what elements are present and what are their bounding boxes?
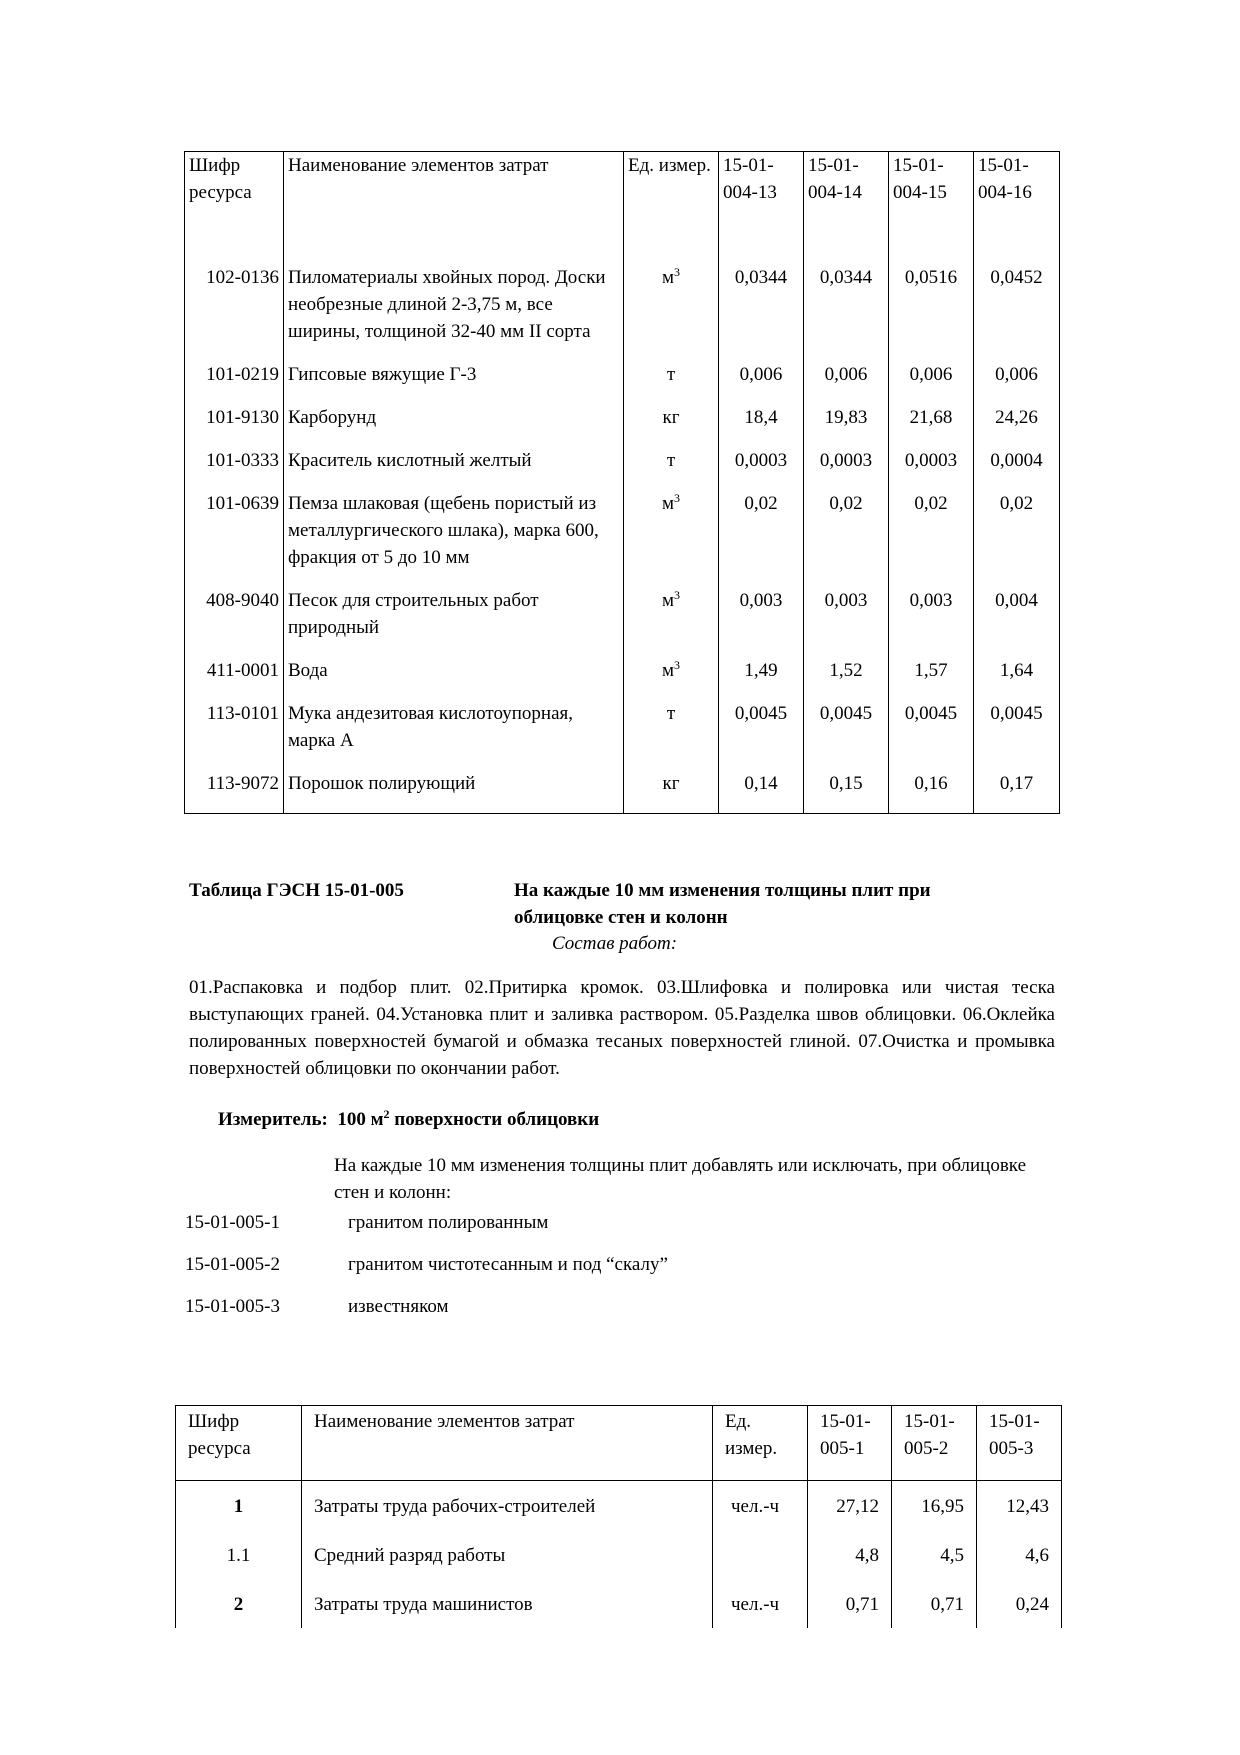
norm-value: 0,004 bbox=[974, 587, 1060, 657]
resource-code: 101-0219 bbox=[206, 364, 279, 385]
table-row bbox=[185, 490, 1060, 587]
resource-name: Пиломатериалы хвойных пород. Доски необрезные длиной 2-3,75 м, все ширины, толщиной 32-40 мм II сорта bbox=[284, 264, 624, 361]
resource-unit bbox=[624, 700, 719, 770]
norm-value: 1,64 bbox=[974, 657, 1060, 700]
norm-value: 1,57 bbox=[889, 657, 974, 700]
table-row bbox=[185, 404, 1060, 447]
resource-unit bbox=[624, 490, 719, 587]
table-row bbox=[185, 587, 1060, 657]
resource-name: Пемза шлаковая (щебень пористый из металлургического шлака), марка 600, фракция от 5 до 10 мм bbox=[284, 490, 624, 587]
header-col-16: 15-01-004-16 bbox=[974, 152, 1060, 225]
norm-value: 27,12 bbox=[808, 1481, 892, 1531]
resource-code: 1 bbox=[233, 1496, 244, 1517]
norm-value: 19,83 bbox=[804, 404, 889, 447]
norm-value: 0,0344 bbox=[804, 264, 889, 361]
unit-text: кг bbox=[662, 773, 680, 794]
norm-value: 0,0045 bbox=[889, 700, 974, 770]
norm-value: 1,52 bbox=[804, 657, 889, 700]
norm-value: 0,006 bbox=[804, 361, 889, 404]
resource-code: 101-0639 bbox=[206, 493, 279, 514]
table-row bbox=[185, 700, 1060, 770]
resource-code: 113-9072 bbox=[206, 773, 279, 794]
norm-value: 0,0004 bbox=[974, 447, 1060, 490]
resource-name: Песок для строительных работ природный bbox=[284, 587, 624, 657]
norm-value: 0,0344 bbox=[719, 264, 804, 361]
header-col-13: 15-01-004-13 bbox=[719, 152, 804, 225]
item-code: 15-01-005-1 bbox=[185, 1212, 280, 1233]
unit-text: т bbox=[666, 450, 676, 471]
resource-name: Вода bbox=[284, 657, 624, 700]
composition-heading: Состав работ: bbox=[552, 933, 678, 954]
resource-unit bbox=[624, 404, 719, 447]
note-text: На каждые 10 мм изменения толщины плит добавлять или исключать, при облицовке стен и колонн: bbox=[334, 1155, 1026, 1203]
meter-value: 100 м bbox=[337, 1109, 384, 1130]
composition-text: 01.Распаковка и подбор плит. 02.Притирка кромок. 03.Шлифовка и полировка или чистая теска выступающих граней. 04.Установка плит и заливка раствором. 05.Разделка швов облицовки. 06.Оклейка полированных поверхностей бумагой и обмазка тесаных поверхностей глиной. 07.Очистка и промывка поверхностей облицовки по окончании работ. bbox=[189, 977, 1055, 1079]
resource-name: Затраты труда машинистов bbox=[302, 1579, 713, 1628]
t2-header-name: Наименование элементов затрат bbox=[302, 1406, 713, 1481]
norm-value: 0,14 bbox=[719, 770, 804, 814]
resource-unit bbox=[624, 361, 719, 404]
resource-name: Порошок полирующий bbox=[284, 770, 624, 814]
table-row bbox=[185, 770, 1060, 814]
t2-header-unit: Ед. измер. bbox=[713, 1406, 808, 1481]
resource-unit: чел.-ч bbox=[713, 1481, 808, 1531]
header-col-14: 15-01-004-14 bbox=[804, 152, 889, 225]
resource-code: 101-0333 bbox=[206, 450, 279, 471]
unit-text: м bbox=[661, 660, 675, 681]
norm-value: 0,003 bbox=[889, 587, 974, 657]
norm-value: 0,24 bbox=[977, 1579, 1062, 1628]
norm-value: 0,003 bbox=[719, 587, 804, 657]
unit-text: м bbox=[661, 267, 675, 288]
t2-header-col-1: 15-01-005-1 bbox=[808, 1406, 892, 1481]
table-row bbox=[185, 361, 1060, 404]
resource-code: 102-0136 bbox=[206, 267, 279, 288]
unit-sup: 3 bbox=[674, 588, 681, 602]
resource-name: Мука андезитовая кислотоупорная, марка А bbox=[284, 700, 624, 770]
norm-value: 0,71 bbox=[892, 1579, 977, 1628]
norm-value: 0,0003 bbox=[889, 447, 974, 490]
item-code: 15-01-005-2 bbox=[185, 1254, 280, 1275]
resource-code: 101-9130 bbox=[206, 407, 279, 428]
norm-value: 0,02 bbox=[974, 490, 1060, 587]
norm-value: 0,15 bbox=[804, 770, 889, 814]
norm-value: 24,26 bbox=[974, 404, 1060, 447]
table2-row bbox=[176, 1481, 1062, 1531]
header-unit: Ед. измер. bbox=[624, 152, 719, 225]
resource-unit bbox=[624, 657, 719, 700]
norm-value: 0,0045 bbox=[974, 700, 1060, 770]
resource-unit bbox=[624, 587, 719, 657]
resource-code: 113-0101 bbox=[206, 703, 279, 724]
table-row bbox=[185, 657, 1060, 700]
resource-name: Карборунд bbox=[284, 404, 624, 447]
norm-value: 0,02 bbox=[889, 490, 974, 587]
header-col-15: 15-01-004-15 bbox=[889, 152, 974, 225]
norm-value: 0,17 bbox=[974, 770, 1060, 814]
resource-unit bbox=[624, 447, 719, 490]
norm-value: 4,8 bbox=[808, 1530, 892, 1579]
unit-text: м bbox=[661, 590, 675, 611]
table-row bbox=[185, 447, 1060, 490]
unit-sup: 3 bbox=[674, 265, 681, 279]
norm-value: 0,02 bbox=[719, 490, 804, 587]
resource-unit: чел.-ч bbox=[713, 1579, 808, 1628]
header-code: Шифр ресурса bbox=[189, 155, 252, 203]
norm-value: 0,006 bbox=[974, 361, 1060, 404]
header-name: Наименование элементов затрат bbox=[284, 152, 624, 225]
norm-value: 0,16 bbox=[889, 770, 974, 814]
meter-label: Измеритель: bbox=[218, 1109, 328, 1130]
table-label: Таблица ГЭСН 15-01-005 bbox=[189, 880, 404, 901]
resource-table-15-01-005 bbox=[175, 1405, 1062, 1628]
t2-header-code: Шифр ресурса bbox=[176, 1406, 302, 1481]
norm-value: 4,5 bbox=[892, 1530, 977, 1579]
table2-body bbox=[176, 1481, 1062, 1629]
norm-value: 0,0516 bbox=[889, 264, 974, 361]
norm-value: 0,0452 bbox=[974, 264, 1060, 361]
resource-code: 2 bbox=[233, 1594, 244, 1615]
item-text: гранитом чистотесанным и под “скалу” bbox=[348, 1254, 668, 1275]
norm-value: 0,0045 bbox=[804, 700, 889, 770]
table-body bbox=[185, 264, 1060, 814]
unit-sup: 3 bbox=[674, 658, 681, 672]
item-code: 15-01-005-3 bbox=[185, 1296, 280, 1317]
t2-header-col-2: 15-01-005-2 bbox=[892, 1406, 977, 1481]
norm-value: 0,003 bbox=[804, 587, 889, 657]
resource-table-15-01-004 bbox=[184, 151, 1060, 814]
resource-name: Затраты труда рабочих-строителей bbox=[302, 1481, 713, 1531]
resource-name: Средний разряд работы bbox=[302, 1530, 713, 1579]
meter-sup: 2 bbox=[383, 1107, 390, 1121]
resource-name: Краситель кислотный желтый bbox=[284, 447, 624, 490]
meter-rest: поверхности облицовки bbox=[389, 1109, 600, 1130]
unit-text: кг bbox=[662, 407, 680, 428]
norm-value: 0,0003 bbox=[804, 447, 889, 490]
norm-value: 0,006 bbox=[889, 361, 974, 404]
item-text: гранитом полированным bbox=[348, 1212, 549, 1233]
norm-value: 0,006 bbox=[719, 361, 804, 404]
section-title: На каждые 10 мм изменения толщины плит при облицовке стен и колонн bbox=[514, 880, 931, 928]
meter-line bbox=[218, 1106, 599, 1133]
table-spacer-row bbox=[185, 224, 1060, 264]
norm-value: 0,71 bbox=[808, 1579, 892, 1628]
unit-text: м bbox=[661, 493, 675, 514]
resource-unit bbox=[624, 264, 719, 361]
unit-text: т bbox=[666, 364, 676, 385]
norm-value: 0,0045 bbox=[719, 700, 804, 770]
norm-value: 0,02 bbox=[804, 490, 889, 587]
resource-name: Гипсовые вяжущие Г-3 bbox=[284, 361, 624, 404]
norm-value: 4,6 bbox=[977, 1530, 1062, 1579]
resource-code: 411-0001 bbox=[206, 660, 279, 681]
table2-header-row bbox=[176, 1406, 1062, 1481]
t2-header-col-3: 15-01-005-3 bbox=[977, 1406, 1062, 1481]
norm-value: 21,68 bbox=[889, 404, 974, 447]
norm-value: 1,49 bbox=[719, 657, 804, 700]
norm-value: 16,95 bbox=[892, 1481, 977, 1531]
unit-text: т bbox=[666, 703, 676, 724]
table-row bbox=[185, 264, 1060, 361]
table2-row bbox=[176, 1530, 1062, 1579]
table-header-row bbox=[185, 152, 1060, 225]
norm-value: 12,43 bbox=[977, 1481, 1062, 1531]
resource-unit bbox=[624, 770, 719, 814]
table2-row bbox=[176, 1579, 1062, 1628]
resource-code: 1.1 bbox=[226, 1545, 251, 1566]
norm-value: 18,4 bbox=[719, 404, 804, 447]
unit-sup: 3 bbox=[674, 491, 681, 505]
resource-unit bbox=[713, 1530, 808, 1579]
item-text: известняком bbox=[348, 1296, 449, 1317]
resource-code: 408-9040 bbox=[206, 590, 279, 611]
norm-value: 0,0003 bbox=[719, 447, 804, 490]
